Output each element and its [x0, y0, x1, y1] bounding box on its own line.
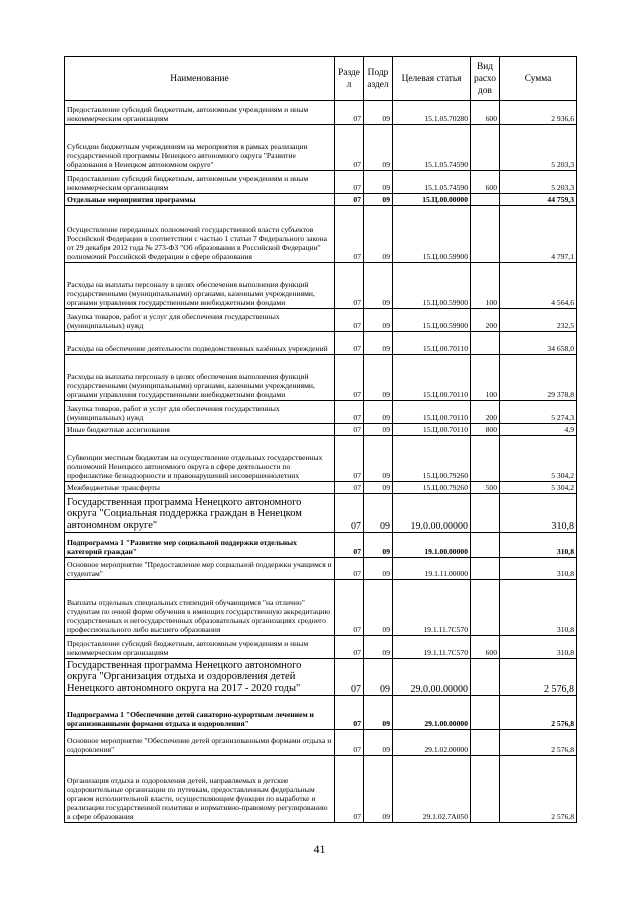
row-subsection: 09: [364, 263, 393, 309]
column-header-name: Наименование: [65, 57, 335, 101]
row-subsection: 09: [364, 309, 393, 332]
row-subsection: 09: [364, 171, 393, 194]
row-amount: 310,8: [500, 558, 577, 580]
row-name: Осуществление переданных полномочий государственной власти субъектов Российской Федерации в соответствии с частью 1 статьи 7 Федерального закона от 29 декабря 2012 года № 273-ФЗ "Об образовании в Российской Федерации" полномочий Российской Федерации в сфере образования: [65, 206, 335, 263]
row-subsection: 09: [364, 401, 393, 424]
row-subsection: 09: [364, 482, 393, 494]
row-subsection: 09: [364, 206, 393, 263]
row-subsection: 09: [364, 424, 393, 436]
row-section: 07: [335, 482, 364, 494]
row-section: 07: [335, 206, 364, 263]
row-subsection: 09: [364, 636, 393, 659]
row-article: 15.Ц.00.70110: [393, 424, 471, 436]
row-section: 07: [335, 730, 364, 756]
row-article: 15.1.05.74590: [393, 125, 471, 171]
row-section: 07: [335, 309, 364, 332]
row-name: Предоставление субсидий бюджетным, автономным учреждениям и иным некоммерческим организациям: [65, 171, 335, 194]
row-amount: 5 203,3: [500, 171, 577, 194]
row-name: Государственная программа Ненецкого автономного округа "Организация отдыха и оздоровления детей Ненецкого автономного округа на 2017 - 2020 годы": [65, 659, 335, 696]
table-row: [65, 424, 577, 436]
row-section: 07: [335, 494, 364, 533]
row-name: Закупка товаров, работ и услуг для обеспечения государственных (муниципальных) нужд: [65, 309, 335, 332]
row-type: [471, 125, 500, 171]
table-row: [65, 659, 577, 696]
row-article: 15.Ц.00.59900: [393, 206, 471, 263]
row-article: 15.Ц.00.70110: [393, 401, 471, 424]
row-section: 07: [335, 659, 364, 696]
row-type: 200: [471, 401, 500, 424]
row-subsection: 09: [364, 580, 393, 636]
row-type: 100: [471, 355, 500, 401]
row-name: Государственная программа Ненецкого автономного округа "Социальная поддержка граждан в Ненецком автономном округе": [65, 494, 335, 533]
row-name: Расходы на выплаты персоналу в целях обеспечения выполнения функций государственными (муниципальными) органами, казенными учреждениями, органами управления государственными внебюджетными фондами: [65, 263, 335, 309]
row-name: Основное мероприятие "Предоставление мер социальной поддержки учащимся и студентам": [65, 558, 335, 580]
row-name: Предоставление субсидий бюджетным, автономным учреждениям и иным некоммерческим организациям: [65, 101, 335, 125]
row-article: 15.Ц.00.59900: [393, 263, 471, 309]
table-row: [65, 494, 577, 533]
table-row: [65, 482, 577, 494]
table-row: [65, 696, 577, 730]
row-name: Субсидии бюджетным учреждениям на мероприятия в рамках реализации государственной программы Ненецкого автономного округа "Развитие образования в Ненецком автономном округе": [65, 125, 335, 171]
row-amount: 310,8: [500, 580, 577, 636]
row-article: 29.0.00.00000: [393, 659, 471, 696]
row-amount: 2 576,8: [500, 730, 577, 756]
row-type: 600: [471, 171, 500, 194]
row-type: 500: [471, 482, 500, 494]
row-article: 19.1.11.00000: [393, 558, 471, 580]
row-section: 07: [335, 125, 364, 171]
row-article: 15.Ц.00.70110: [393, 332, 471, 355]
row-subsection: 09: [364, 355, 393, 401]
row-subsection: 09: [364, 696, 393, 730]
table-row: [65, 263, 577, 309]
column-header-expense-type: Вид расхо дов: [471, 57, 500, 101]
row-type: [471, 332, 500, 355]
row-amount: 29 378,8: [500, 355, 577, 401]
row-article: 15.1.05.70280: [393, 101, 471, 125]
row-subsection: 09: [364, 101, 393, 125]
row-subsection: 09: [364, 659, 393, 696]
row-amount: 5 203,3: [500, 125, 577, 171]
row-type: [471, 194, 500, 206]
table-row: [65, 171, 577, 194]
row-type: [471, 580, 500, 636]
row-type: [471, 659, 500, 696]
row-subsection: 09: [364, 125, 393, 171]
table-row: [65, 125, 577, 171]
row-amount: 34 658,0: [500, 332, 577, 355]
row-article: 19.1.11.7С570: [393, 580, 471, 636]
row-name: Выплаты отдельных специальных стипендий обучающимся "на отлично" студентам по очной форме обучения в имеющих государственную аккредитацию государственных и негосударственных образовательных организациях среднего профессионального либо высшего образования: [65, 580, 335, 636]
table-row: [65, 730, 577, 756]
row-amount: 2 576,8: [500, 756, 577, 823]
row-type: 100: [471, 263, 500, 309]
table-row: [65, 436, 577, 482]
row-section: 07: [335, 756, 364, 823]
row-amount: 232,5: [500, 309, 577, 332]
row-section: 07: [335, 636, 364, 659]
column-header-target-article: Целевая статья: [393, 57, 471, 101]
row-section: 07: [335, 171, 364, 194]
table-row: [65, 756, 577, 823]
row-amount: 4,9: [500, 424, 577, 436]
row-type: [471, 756, 500, 823]
table-row: [65, 558, 577, 580]
column-header-amount: Сумма: [500, 57, 577, 101]
budget-table: [64, 56, 577, 823]
row-name: Предоставление субсидий бюджетным, автономным учреждениям и иным некоммерческим организациям: [65, 636, 335, 659]
row-type: [471, 436, 500, 482]
row-article: 15.Ц.00.70110: [393, 355, 471, 401]
row-subsection: 09: [364, 436, 393, 482]
row-amount: 2 576,8: [500, 696, 577, 730]
row-article: 15.Ц.00.79260: [393, 436, 471, 482]
row-section: 07: [335, 101, 364, 125]
table-row: [65, 636, 577, 659]
row-article: 19.1.00.00000: [393, 533, 471, 558]
table-row: [65, 355, 577, 401]
row-type: [471, 494, 500, 533]
row-type: 600: [471, 636, 500, 659]
row-article: 15.Ц.00.00000: [393, 194, 471, 206]
row-amount: 44 759,3: [500, 194, 577, 206]
page-number: 41: [313, 842, 326, 856]
row-amount: 310,8: [500, 494, 577, 533]
row-type: 800: [471, 424, 500, 436]
row-article: 15.Ц.00.79260: [393, 482, 471, 494]
table-row: [65, 401, 577, 424]
row-amount: 5 274,3: [500, 401, 577, 424]
row-section: 07: [335, 263, 364, 309]
row-section: 07: [335, 332, 364, 355]
column-header-subsection: Подр аздел: [364, 57, 393, 101]
row-name: Расходы на обеспечение деятельности подведомственных казённых учреждений: [65, 332, 335, 355]
row-section: 07: [335, 401, 364, 424]
row-amount: 5 304,2: [500, 482, 577, 494]
row-section: 07: [335, 194, 364, 206]
row-name: Подпрограмма 1 "Обеспечение детей санаторно-курортным лечением и организованными формами отдыха и оздоровления": [65, 696, 335, 730]
row-section: 07: [335, 436, 364, 482]
row-section: 07: [335, 355, 364, 401]
row-article: 19.1.11.7С570: [393, 636, 471, 659]
row-name: Иные бюджетные ассигнования: [65, 424, 335, 436]
row-type: [471, 558, 500, 580]
row-subsection: 09: [364, 558, 393, 580]
row-name: Субвенции местным бюджетам на осуществление отдельных государственных полномочий Ненецкого автономного округа в сфере деятельности по профилактике безнадзорности и правонарушений несовершеннолетних: [65, 436, 335, 482]
row-subsection: 09: [364, 533, 393, 558]
row-name: Организация отдыха и оздоровления детей, направляемых в детские оздоровительные организации по путевкам, предоставленным федеральным органом исполнительной власти, осуществляющим функции по выработке и реализации государственной политики и нормативно-правовому регулированию в сфере образования: [65, 756, 335, 823]
row-article: 29.1.02.7А050: [393, 756, 471, 823]
row-type: 200: [471, 309, 500, 332]
table-header-row: [65, 57, 577, 101]
row-section: 07: [335, 533, 364, 558]
row-subsection: 09: [364, 756, 393, 823]
row-amount: 4 564,6: [500, 263, 577, 309]
row-type: [471, 696, 500, 730]
row-section: 07: [335, 696, 364, 730]
column-header-section: Разде л: [335, 57, 364, 101]
row-article: 15.1.05.74590: [393, 171, 471, 194]
row-name: Отдельные мероприятия программы: [65, 194, 335, 206]
row-article: 29.1.00.00000: [393, 696, 471, 730]
table-row: [65, 309, 577, 332]
row-section: 07: [335, 580, 364, 636]
row-name: Основное мероприятие "Обеспечение детей организованными формами отдыха и оздоровления": [65, 730, 335, 756]
table-row: [65, 533, 577, 558]
row-article: 29.1.02.00000: [393, 730, 471, 756]
row-section: 07: [335, 558, 364, 580]
table-row: [65, 101, 577, 125]
row-article: 19.0.00.00000: [393, 494, 471, 533]
row-article: 15.Ц.00.59900: [393, 309, 471, 332]
row-type: [471, 206, 500, 263]
row-amount: 4 797,1: [500, 206, 577, 263]
row-type: [471, 730, 500, 756]
row-amount: 2 936,6: [500, 101, 577, 125]
row-name: Межбюджетные трансферты: [65, 482, 335, 494]
row-amount: 2 576,8: [500, 659, 577, 696]
row-section: 07: [335, 424, 364, 436]
row-subsection: 09: [364, 494, 393, 533]
row-amount: 310,8: [500, 636, 577, 659]
row-name: Подпрограмма 1 "Развитие мер социальной поддержки отдельных категорий граждан": [65, 533, 335, 558]
row-type: [471, 533, 500, 558]
row-subsection: 09: [364, 194, 393, 206]
table-row: [65, 206, 577, 263]
table-row: [65, 332, 577, 355]
row-amount: 310,8: [500, 533, 577, 558]
row-name: Расходы на выплаты персоналу в целях обеспечения выполнения функций государственными (муниципальными) органами, казенными учреждениями, органами управления государственными внебюджетными фондами: [65, 355, 335, 401]
row-subsection: 09: [364, 730, 393, 756]
row-type: 600: [471, 101, 500, 125]
row-subsection: 09: [364, 332, 393, 355]
row-name: Закупка товаров, работ и услуг для обеспечения государственных (муниципальных) нужд: [65, 401, 335, 424]
table-row: [65, 580, 577, 636]
table-row: [65, 194, 577, 206]
row-amount: 5 304,2: [500, 436, 577, 482]
